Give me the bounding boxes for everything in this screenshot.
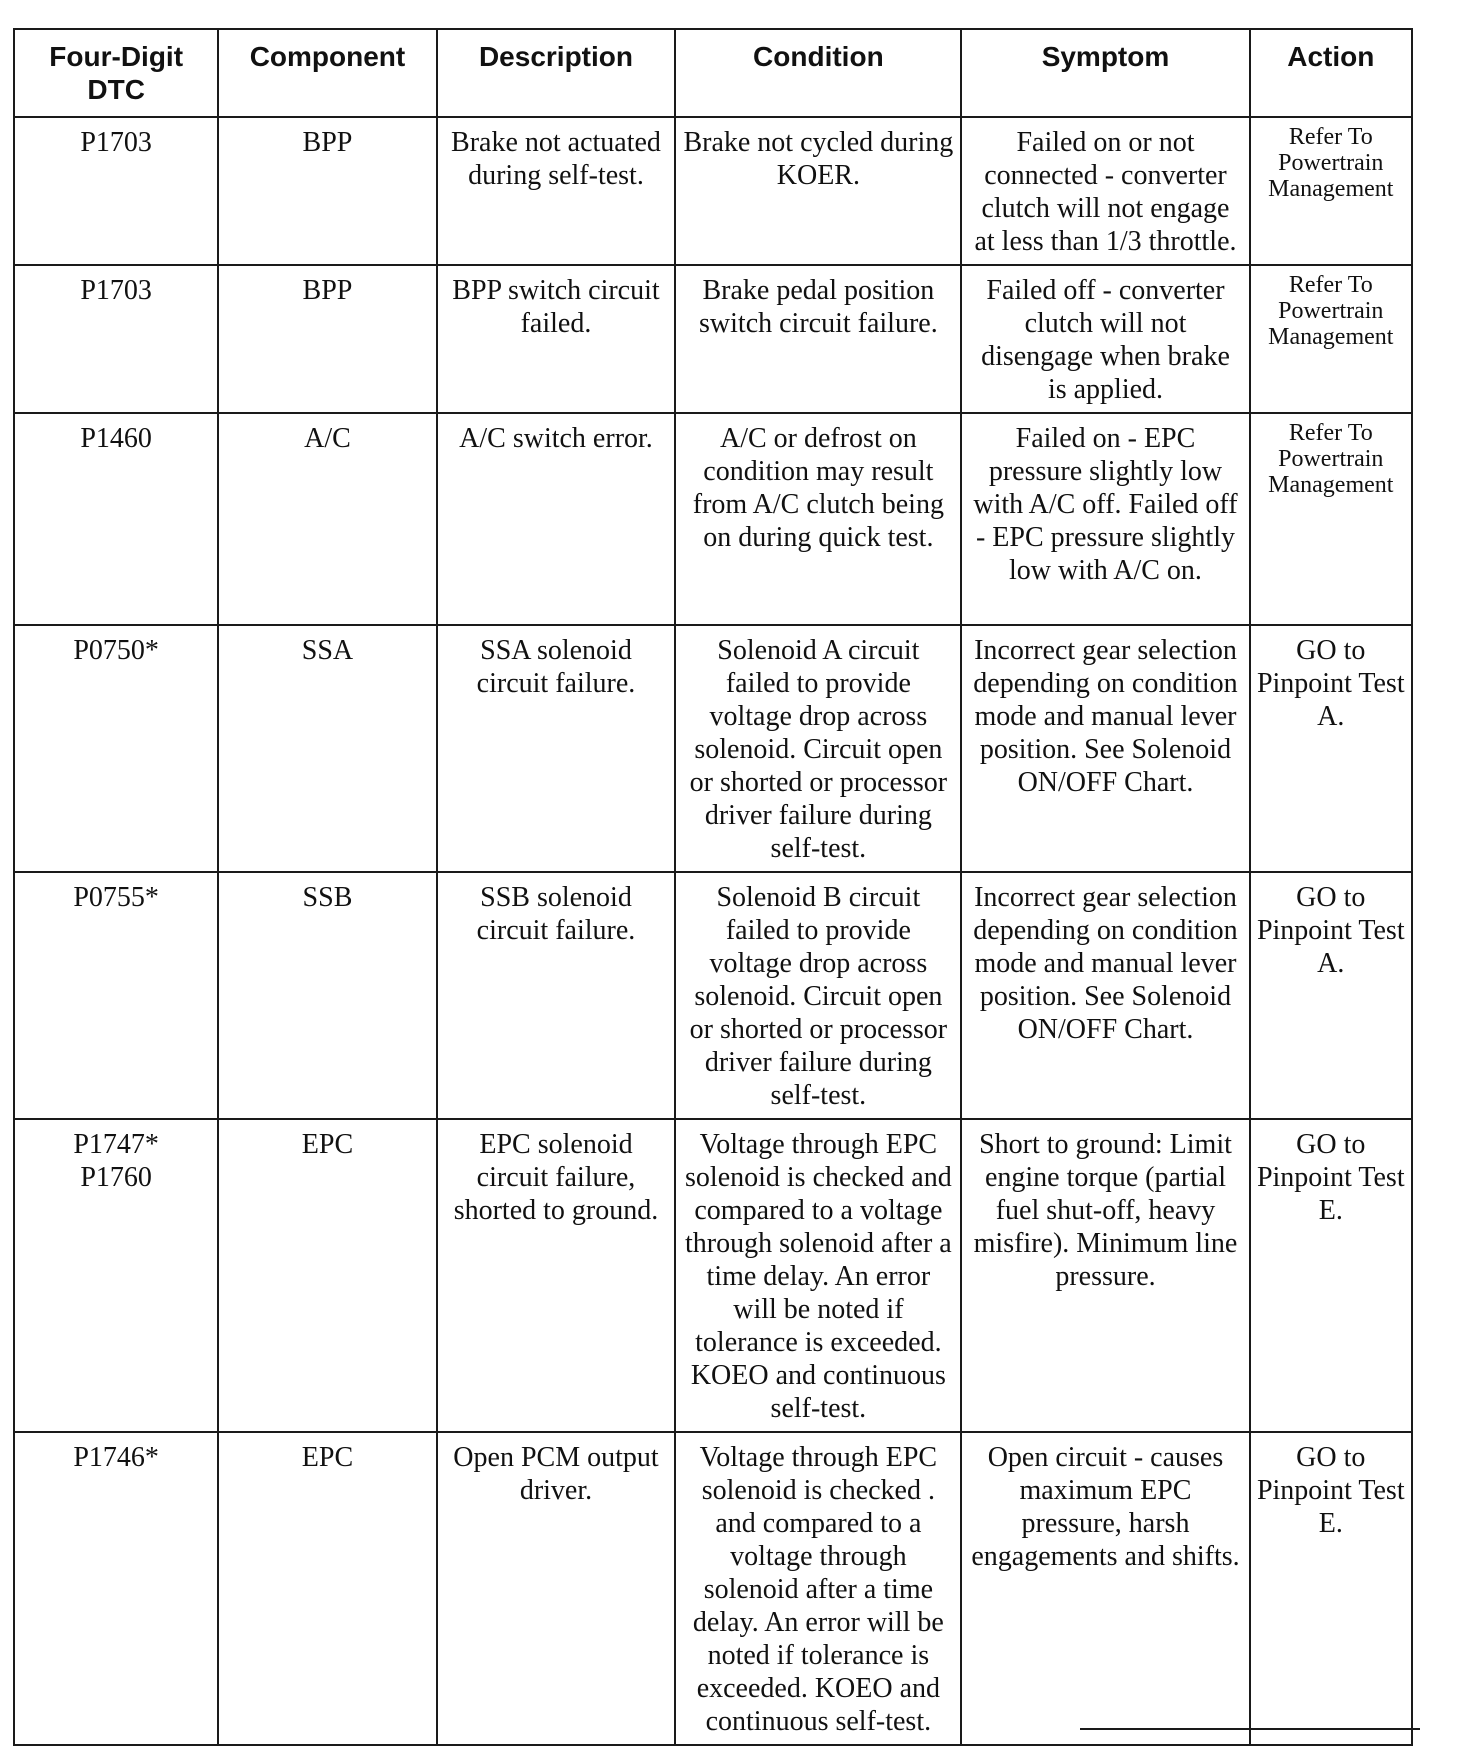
condition-cell: Solenoid A circuit failed to provide voltage drop across solenoid. Circuit open or shorted or processor driver failure during self-test. xyxy=(675,625,961,872)
symptom-cell: Open circuit - causes maximum EPC pressure, harsh engagements and shifts. xyxy=(961,1432,1249,1745)
bottom-rule xyxy=(1080,1728,1420,1730)
description-cell: SSA solenoid circuit failure. xyxy=(437,625,676,872)
condition-cell: Brake pedal position switch circuit failure. xyxy=(675,265,961,413)
description-cell: A/C switch error. xyxy=(437,413,676,625)
condition-cell: A/C or defrost on condition may result from A/C clutch being on during quick test. xyxy=(675,413,961,625)
dtc-cell: P1703 xyxy=(14,265,218,413)
symptom-cell: Failed on or not connected - converter clutch will not engage at less than 1/3 throttle. xyxy=(961,117,1249,265)
dtc-cell: P1703 xyxy=(14,117,218,265)
description-cell: SSB solenoid circuit failure. xyxy=(437,872,676,1119)
condition-cell: Brake not cycled during KOER. xyxy=(675,117,961,265)
component-cell: EPC xyxy=(218,1432,436,1745)
symptom-cell: Incorrect gear selection depending on condition mode and manual lever position. See Solenoid ON/OFF Chart. xyxy=(961,872,1249,1119)
action-cell: GO to Pinpoint Test A. xyxy=(1250,872,1412,1119)
description-cell: BPP switch circuit failed. xyxy=(437,265,676,413)
action-cell: Refer To Powertrain Management xyxy=(1250,117,1412,265)
dtc-cell: P0755* xyxy=(14,872,218,1119)
action-cell: GO to Pinpoint Test E. xyxy=(1250,1119,1412,1432)
action-cell: GO to Pinpoint Test A. xyxy=(1250,625,1412,872)
header-symptom: Symptom xyxy=(961,29,1249,117)
header-condition: Condition xyxy=(675,29,961,117)
header-dtc: Four-Digit DTC xyxy=(14,29,218,117)
symptom-cell: Short to ground: Limit engine torque (partial fuel shut-off, heavy misfire). Minimum line pressure. xyxy=(961,1119,1249,1432)
symptom-cell: Failed off - converter clutch will not disengage when brake is applied. xyxy=(961,265,1249,413)
component-cell: BPP xyxy=(218,265,436,413)
header-description: Description xyxy=(437,29,676,117)
table-row xyxy=(14,1432,1412,1745)
description-cell: Open PCM output driver. xyxy=(437,1432,676,1745)
dtc-cell: P0750* xyxy=(14,625,218,872)
component-cell: SSA xyxy=(218,625,436,872)
table-row xyxy=(14,117,1412,265)
header-row xyxy=(14,29,1412,117)
symptom-cell: Failed on - EPC pressure slightly low with A/C off. Failed off - EPC pressure slightly low with A/C on. xyxy=(961,413,1249,625)
dtc-cell: P1460 xyxy=(14,413,218,625)
symptom-cell: Incorrect gear selection depending on condition mode and manual lever position. See Solenoid ON/OFF Chart. xyxy=(961,625,1249,872)
condition-cell: Voltage through EPC solenoid is checked and compared to a voltage through solenoid after a time delay. An error will be noted if tolerance is exceeded. KOEO and continuous self-test. xyxy=(675,1119,961,1432)
description-cell: Brake not actuated during self-test. xyxy=(437,117,676,265)
table-row xyxy=(14,265,1412,413)
component-cell: SSB xyxy=(218,872,436,1119)
condition-cell: Solenoid B circuit failed to provide voltage drop across solenoid. Circuit open or shorted or processor driver failure during self-test. xyxy=(675,872,961,1119)
action-cell: Refer To Powertrain Management xyxy=(1250,413,1412,625)
header-action: Action xyxy=(1250,29,1412,117)
condition-cell: Voltage through EPC solenoid is checked . and compared to a voltage through solenoid after a time delay. An error will be noted if tolerance is exceeded. KOEO and continuous self-test. xyxy=(675,1432,961,1745)
table-row xyxy=(14,872,1412,1119)
dtc-cell: P1746* xyxy=(14,1432,218,1745)
table-row xyxy=(14,625,1412,872)
dtc-table xyxy=(13,28,1413,1746)
component-cell: EPC xyxy=(218,1119,436,1432)
component-cell: BPP xyxy=(218,117,436,265)
table-row xyxy=(14,413,1412,625)
action-cell: GO to Pinpoint Test E. xyxy=(1250,1432,1412,1745)
dtc-cell: P1747* P1760 xyxy=(14,1119,218,1432)
table-row xyxy=(14,1119,1412,1432)
component-cell: A/C xyxy=(218,413,436,625)
action-cell: Refer To Powertrain Management xyxy=(1250,265,1412,413)
description-cell: EPC solenoid circuit failure, shorted to ground. xyxy=(437,1119,676,1432)
header-component: Component xyxy=(218,29,436,117)
